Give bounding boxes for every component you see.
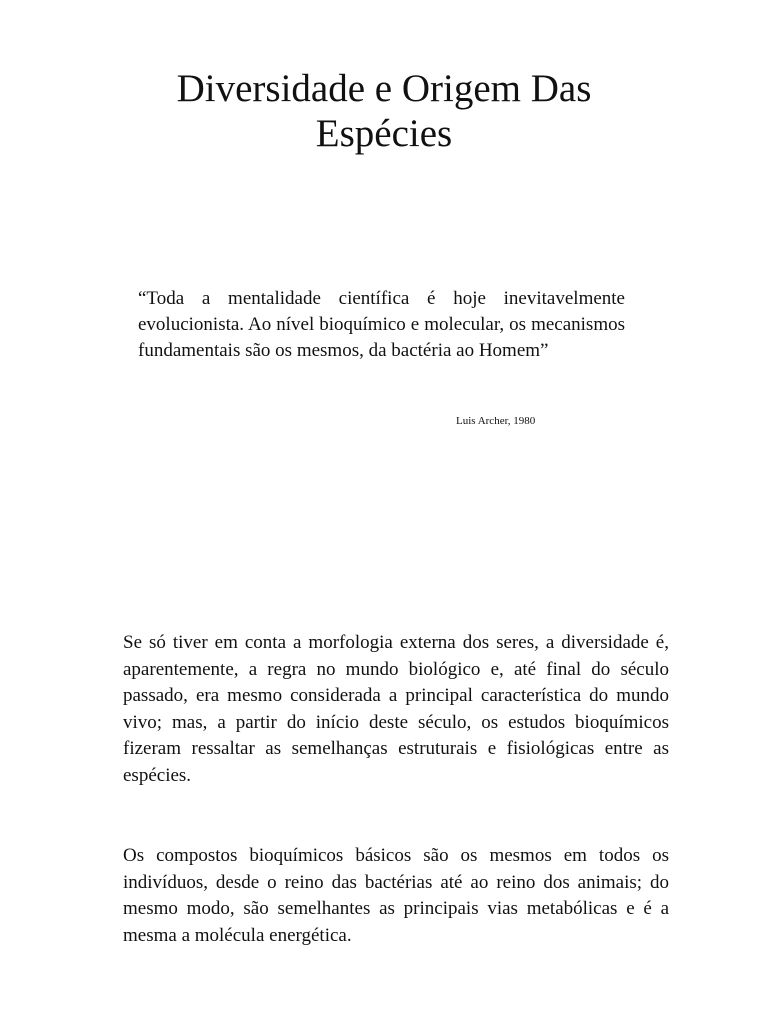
title-line-1: Diversidade e Origem Das (176, 67, 592, 110)
quote-attribution: Luis Archer, 1980 (456, 415, 536, 427)
page-title (0, 66, 768, 156)
body-paragraph-2: Os compostos bioquímicos básicos são os mesmos em todos os indivíduos, desde o reino das bactérias até ao reino dos animais; do mesmo modo, são semelhantes as principais vias metabólicas e é a mesma a molécula energética. (123, 845, 669, 946)
quote-text: “Toda a mentalidade científica é hoje inevitavelmente evolucionista. Ao nível bioquímico e molecular, os mecanismos fundamentais são os mesmos, da bactéria ao Homem” (138, 288, 625, 361)
body-paragraph-1: Se só tiver em conta a morfologia externa dos seres, a diversidade é, aparentemente, a regra no mundo biológico e, até final do século passado, era mesmo considerada a principal característica do mundo vivo; mas, a partir do início deste século, os estudos bioquímicos fizeram ressaltar as semelhanças estruturais e fisiológicas entre as espécies. (123, 632, 669, 786)
title-line-2: Espécies (315, 112, 453, 155)
